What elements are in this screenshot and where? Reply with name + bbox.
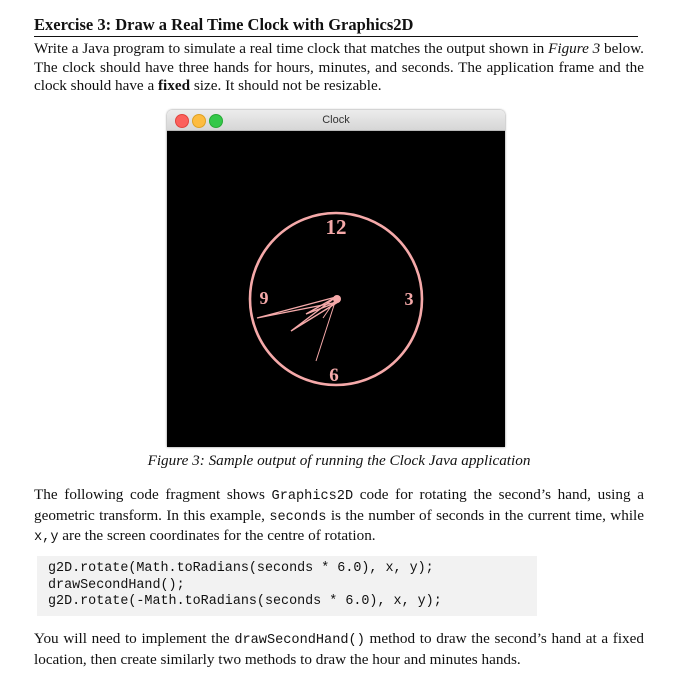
numeral-6: 6 xyxy=(329,365,339,386)
intro-paragraph: Write a Java program to simulate a real time clock that matches the output shown in Figure 3 below. The clock should have three hands for hours, minutes, and seconds. The application frame and the clock should have a fixed size. It should not be resizable. xyxy=(34,40,644,95)
code-line-1: g2D.rotate(Math.toRadians(seconds * 6.0), x, y); xyxy=(48,561,434,576)
numeral-9: 9 xyxy=(259,288,269,308)
code-drawsecondhand: drawSecondHand() xyxy=(234,633,365,648)
code-line-3: g2D.rotate(-Math.toRadians(seconds * 6.0), x, y); xyxy=(48,594,442,609)
clock-canvas xyxy=(167,131,505,447)
center-hub xyxy=(333,295,341,303)
bold-fixed: fixed xyxy=(158,77,191,95)
exercise-heading: Exercise 3: Draw a Real Time Clock with Graphics2D xyxy=(34,14,638,37)
maximize-button[interactable] xyxy=(209,114,223,128)
code-xy: x,y xyxy=(34,530,59,546)
close-button[interactable] xyxy=(175,114,189,128)
code-graphics2d: Graphics2D xyxy=(271,489,354,504)
figure-reference: Figure 3 xyxy=(548,40,601,57)
code-seconds: seconds xyxy=(269,509,327,525)
second-hand xyxy=(316,299,336,361)
transform-paragraph: The following code fragment shows Graphics2D code for rotating the second’s hand, using a geometric transform. In this example, seconds is the number of seconds in the current time, while x,y are the screen coordinates for the centre of rotation. xyxy=(34,486,644,546)
code-block xyxy=(37,556,537,616)
window-titlebar[interactable] xyxy=(167,110,505,131)
clock-window xyxy=(167,110,505,447)
minimize-button[interactable] xyxy=(192,114,206,128)
numeral-3: 3 xyxy=(404,289,414,309)
numeral-12: 12 xyxy=(325,215,347,239)
code-line-2: drawSecondHand(); xyxy=(48,577,185,593)
minute-hand xyxy=(257,297,338,318)
closing-paragraph: You will need to implement the drawSecondHand() method to draw the second’s hand at a fixed location, then create similarly two methods to draw the hour and minutes hands. xyxy=(34,630,644,668)
figure-caption: Figure 3: Sample output of running the Clock Java application xyxy=(147,452,531,469)
window-title: Clock xyxy=(322,114,350,126)
clock-drawing xyxy=(167,131,505,447)
